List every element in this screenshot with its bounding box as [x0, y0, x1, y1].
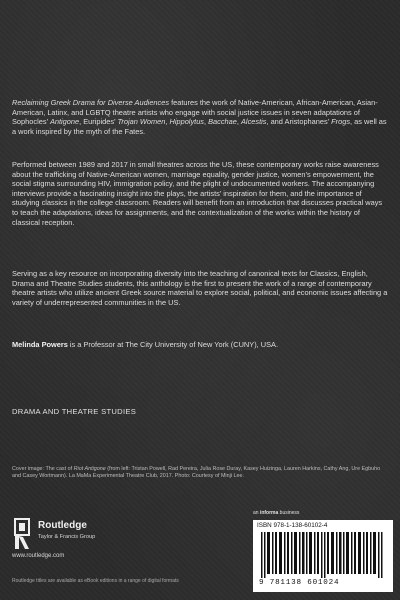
subject-category: DRAMA AND THEATRE STUDIES	[12, 407, 137, 416]
description-paragraph-1: Reclaiming Greek Drama for Diverse Audiences features the work of Native-American, African-American, Asian-American, Latinx, and LGBTQ theatre artists who engage with social justice issues in seven adaptations of Sophocles’ Antigone, Euripides’ Trojan Women, Hippolytus, Bacchae, Alcestis, and Aristophanes’ Frogs, as well as a work inspired by the myth of the Fates.	[12, 98, 387, 136]
author-name: Melinda Powers	[12, 340, 68, 349]
publisher-name: Routledge	[38, 520, 87, 531]
barcode-digits: 9 781138 601024	[259, 579, 340, 587]
cover-image-credit: Cover image: The cast of Riot Antigone (from left: Tristan Powell, Rad Pereira, Julia Rose Duray, Kasey Huizinga, Lauren Harkins, Cathy Ang, Ure Egbuho and Casey Wortmann). La MaMa Experimental Theatre Club, 2017. Photo: Courtesy of Minji Lee.	[12, 466, 381, 480]
author-bio: Melinda Powers is a Professor at The City University of New York (CUNY), USA.	[12, 340, 279, 349]
isbn-label: ISBN 978-1-138-60102-4	[257, 522, 328, 529]
informa-business-tag: an informa business	[253, 510, 300, 516]
book-title: Reclaiming Greek Drama for Diverse Audiences	[12, 98, 170, 107]
ebook-note: Routledge titles are available as eBook editions in a range of digital formats	[12, 578, 179, 584]
routledge-logo-icon	[12, 518, 32, 550]
description-paragraph-3: Serving as a key resource on incorporating diversity into the teaching of canonical texts for Classics, English, Drama and Theatre Studies students, this anthology is the first to present the work of a range of contemporary theatre artists who utilize ancient Greek source material to explore social, political, and economic issues affecting a variety of underrepresented communities in the US.	[12, 269, 388, 307]
barcode-icon	[261, 532, 385, 578]
publisher-block	[12, 518, 172, 560]
barcode-panel	[253, 520, 393, 592]
publisher-group: Taylor & Francis Group	[38, 534, 96, 540]
publisher-url[interactable]: www.routledge.com	[12, 553, 65, 559]
description-paragraph-2: Performed between 1989 and 2017 in small theatres across the US, these contemporary works raise awareness about the trafficking of Native-American women, marriage equality, gender justice, women’s empowerment, the social stigma surrounding HIV, immigration policy, and the plight of undocumented workers. The accompanying interviews provide a fascinating insight into the plays, the artists’ inspiration for them, and the importance of studying classics in the college classroom. Readers will benefit from an introduction that discusses practical ways to teach the adaptations, ideas for assignments, and the contextualization of the works within the history of classical reception.	[12, 160, 383, 227]
